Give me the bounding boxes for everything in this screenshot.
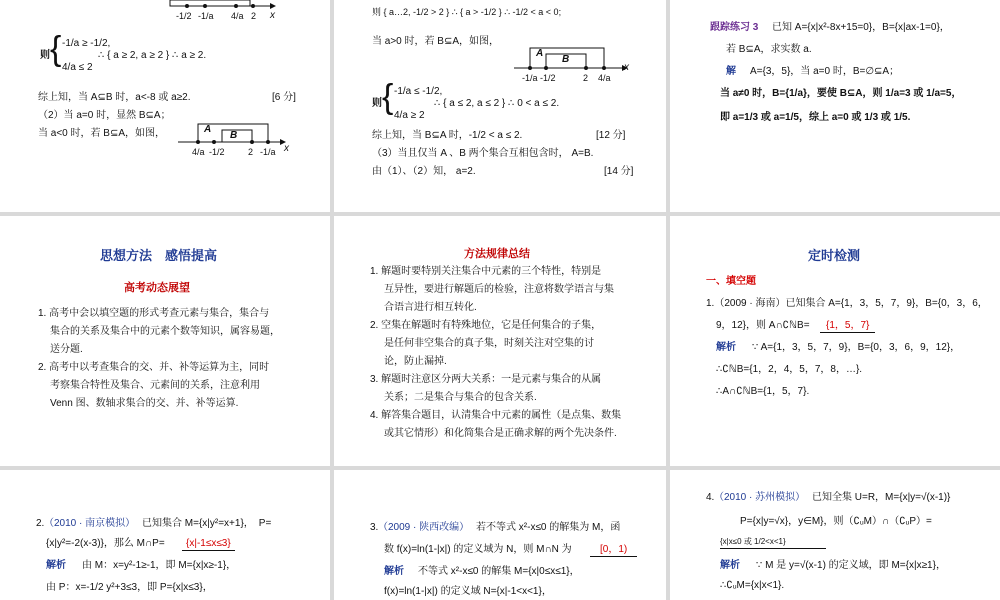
rule-line: 论，防止漏掉. — [384, 356, 447, 367]
axis-x-label: x — [270, 10, 275, 21]
slide-2 — [334, 0, 666, 212]
tick-label: -1/a — [198, 11, 214, 21]
question-number: 4. — [706, 492, 715, 503]
set-a-label: A — [536, 48, 544, 59]
question-line: 已知集合 M={x|y²=x+1}， P= — [142, 518, 272, 529]
score-label: [12 分] — [596, 130, 626, 141]
case-line: 当 a<0 时，若 B⊆A，如图， — [38, 128, 166, 139]
section-subtitle: 高考动态展望 — [124, 282, 190, 294]
paragraph-line: 送分题. — [50, 344, 83, 355]
exercise-text: 已知 A={x|x²-8x+15=0}，B={x|ax-1=0}， — [772, 22, 950, 33]
analysis-line: ∴∁ℕB={1，2，4，5，7，8，…}. — [716, 364, 863, 375]
solution-label: 解 — [726, 66, 736, 77]
slide-title: 方法规律总结 — [464, 248, 530, 260]
set-a-label: A — [204, 124, 212, 135]
system-result: ∴ { a ≤ 2, a ≤ 2 } ∴ 0 < a ≤ 2. — [434, 98, 560, 109]
question-line: 若不等式 x²-x≤0 的解集为 M，函 — [476, 522, 621, 533]
rule-line: 合语言进行相互转化. — [384, 302, 477, 313]
answer-blank: [0，1) — [590, 544, 637, 557]
analysis-label: 解析 — [720, 560, 740, 571]
system-line: 4/a ≤ 2 — [62, 62, 93, 73]
slide-title: 定时检测 — [808, 248, 861, 263]
analysis-line: 由 P：x=-1/2 y²+3≤3，即 P={x|x≤3}， — [46, 582, 213, 593]
tick-label: 4/a — [231, 11, 244, 21]
tick-label: -1/a — [522, 73, 538, 83]
set-b-label: B — [230, 130, 238, 141]
solution-line: 当 a≠0 时，B={1/a}，要使 B⊆A，则 1/a=3 或 1/a=5， — [720, 88, 962, 99]
solution-line: 即 a=1/3 或 a=1/5，综上 a=0 或 1/3 或 1/5. — [720, 112, 911, 123]
left-brace: { — [382, 78, 394, 116]
answer-blank: {1，5，7} — [820, 320, 875, 333]
left-brace: { — [50, 30, 62, 68]
section-heading: 一、填空题 — [706, 276, 756, 287]
rule-line: 3. 解题时注意区分两大关系：一是元素与集合的从属 — [370, 374, 602, 385]
case-line: 由（1）、（2）知， a=2. — [372, 166, 476, 177]
paragraph-line: 集合的关系及集合中的元素个数等知识，属容易题， — [50, 326, 280, 337]
tick-label: -1/2 — [209, 147, 225, 157]
analysis-label: 解析 — [384, 566, 404, 577]
paragraph-line: 2. 高考中以考查集合的交、并、补等运算为主，同时 — [38, 362, 270, 373]
tick-label: 2 — [251, 11, 257, 21]
tick-label: -1/a — [260, 147, 276, 157]
analysis-line: ∴∁ᵤM={x|x<1}. — [720, 580, 785, 591]
case-line: （3）当且仅当 A 、B 两个集合互相包含时， A=B. — [372, 148, 594, 159]
paragraph-line: 1. 高考中会以填空题的形式考查元素与集合，集合与 — [38, 308, 270, 319]
system-line: -1/a ≤ -1/2, — [394, 86, 443, 97]
question-source: （2010 · 南京模拟） — [44, 518, 136, 529]
slide-7 — [0, 470, 330, 600]
slide-8 — [334, 470, 666, 600]
tick-label: 4/a — [192, 147, 205, 157]
tick-label: 2 — [248, 147, 254, 157]
question-line: {x|y²=-2(x-3)}，那么 M∩P= — [46, 538, 165, 549]
answer-blank: {x|-1≤x≤3} — [182, 538, 235, 551]
analysis-line: 不等式 x²-x≤0 的解集 M={x|0≤x≤1}， — [418, 566, 580, 577]
tick-label: -1/2 — [540, 73, 556, 83]
score-label: [6 分] — [272, 92, 296, 103]
question-source: （2010 · 苏州模拟） — [714, 492, 806, 503]
analysis-line: 由 M：x=y²-1≥-1，即 M={x|x≥-1}， — [82, 560, 237, 571]
rule-line: 是任何非空集合的真子集，时刻关注对空集的讨 — [384, 338, 594, 349]
slide-1 — [0, 0, 330, 212]
question-line: 已知全集 U=R，M={x|y=√(x-1)} — [812, 492, 951, 503]
tick-label: 2 — [583, 73, 589, 83]
paragraph-line: Venn 图、数轴求集合的交、并、补等运算. — [50, 398, 239, 409]
case-line: （2）当 a=0 时，显然 B⊆A； — [38, 110, 171, 121]
slide-6 — [670, 216, 1000, 466]
rule-line: 2. 空集在解题时有特殊地位，它是任何集合的子集， — [370, 320, 602, 331]
analysis-line: ∴A∩∁ℕB={1，5，7}. — [716, 386, 810, 397]
question-line: P={x|y=√x}，y∈M}，则（∁ᵤM）∩（∁ᵤP）= — [740, 516, 932, 527]
ze-label: 则 — [372, 98, 382, 109]
question-number: 2. — [36, 518, 45, 529]
slide-title: 思想方法 感悟提高 — [100, 248, 218, 263]
analysis-line: ∵ M 是 y=√(x-1) 的定义域，即 M={x|x≥1}， — [756, 560, 946, 571]
number-line-bottom — [0, 0, 330, 212]
paragraph-line: 考察集合特性及集合、元素间的关系，注意利用 — [50, 380, 260, 391]
analysis-line: ∵ A={1，3，5，7，9}，B={0，3，6，9，12}， — [752, 342, 961, 353]
exercise-label: 跟踪练习 3 — [710, 22, 759, 33]
system-top: 则 { a…2, -1/2 > 2 } ∴ { a > -1/2 } ∴ -1/2 < a < 0; — [372, 7, 562, 17]
question-source: （2009 · 陕西改编） — [378, 522, 470, 533]
question-line: 数 f(x)=ln(1-|x|) 的定义域为 N，则 M∩N 为 — [384, 544, 572, 555]
slide-3 — [670, 0, 1000, 212]
axis-x-label: x — [624, 62, 629, 73]
conclusion-line: 综上知，当 B⊆A 时，-1/2 < a ≤ 2. — [372, 130, 523, 141]
rule-line: 4. 解答集合题目，认清集合中元素的属性（是点集、数集 — [370, 410, 622, 421]
solution-line: A={3，5}，当 a=0 时，B=∅⊆A； — [750, 66, 900, 77]
question-line: 9，12}，则 A∩∁ℕB= — [716, 320, 810, 331]
exercise-text: 若 B⊆A，求实数 a. — [726, 44, 812, 55]
conclusion-line: 综上知，当 A⊆B 时，a<-8 或 a≥2. — [38, 92, 191, 103]
analysis-line: f(x)=ln(1-|x|) 的定义域 N={x|-1<x<1}， — [384, 586, 552, 597]
case-line: 当 a>0 时，若 B⊆A，如图， — [372, 36, 500, 47]
system-result: ∴ { a ≥ 2, a ≥ 2 } ∴ a ≥ 2. — [98, 50, 207, 61]
slide-4 — [0, 216, 330, 466]
answer-blank: {x|x≤0 或 1/2<x<1} — [720, 536, 826, 549]
score-label: [14 分] — [604, 166, 634, 177]
rule-line: 或其它情形）和化简集合是正确求解的两个先决条件. — [384, 428, 617, 439]
ze-label: 则 — [40, 50, 50, 61]
slide-9 — [670, 470, 1000, 600]
rule-line: 关系；二是集合与集合的包含关系. — [384, 392, 537, 403]
slide-5 — [334, 216, 666, 466]
tick-label: 4/a — [598, 73, 611, 83]
analysis-label: 解析 — [716, 342, 736, 353]
system-line: -1/a ≥ -1/2, — [62, 38, 111, 49]
analysis-label: 解析 — [46, 560, 66, 571]
set-b-label: B — [562, 54, 570, 65]
rule-line: 1. 解题时要特别关注集合中元素的三个特性，特别是 — [370, 266, 602, 277]
axis-x-label: x — [284, 143, 289, 154]
system-line: 4/a ≥ 2 — [394, 110, 425, 121]
question-line: 1.（2009 · 海南）已知集合 A={1，3，5，7，9}，B={0，3，6， — [706, 298, 988, 309]
tick-label: -1/2 — [176, 11, 192, 21]
question-number: 3. — [370, 522, 379, 533]
rule-line: 互异性，要进行解题后的检验，注意将数学语言与集 — [384, 284, 614, 295]
